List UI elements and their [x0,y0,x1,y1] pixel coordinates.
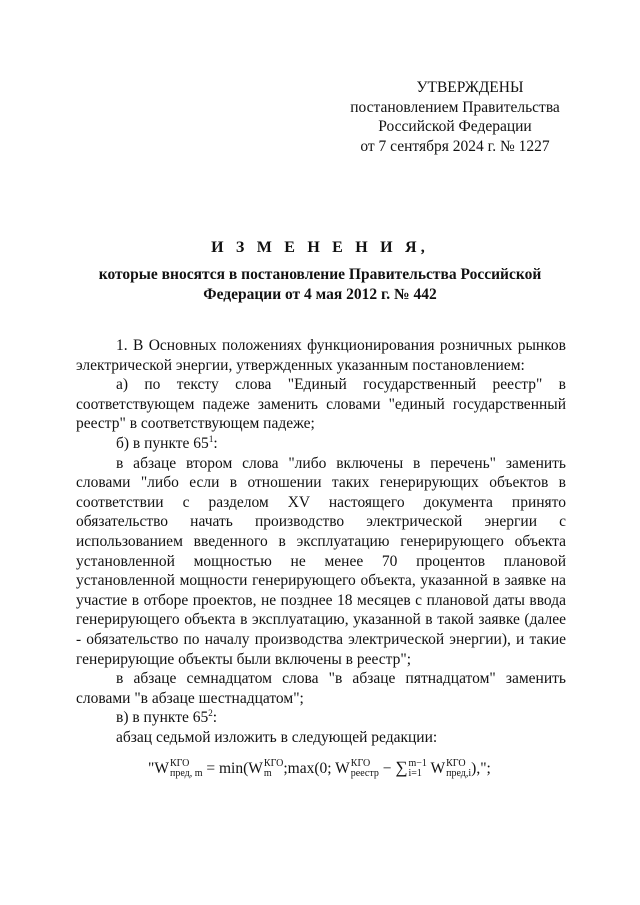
formula [148,758,578,779]
formula-w1-indices [170,759,203,779]
paragraph-6-text: в) в пункте 65 [116,709,209,727]
formula-w3-sup: КГО [350,758,371,770]
document-title: И З М Е Н Е Н И Я, [211,239,429,256]
formula-minus: − [378,760,396,777]
formula-w1-sub: пред, m [169,768,203,780]
paragraph-1: 1. В Основных положениях функционирования розничных рынков электрической энергии, утвержденных указанным постановлением: [76,337,566,374]
paragraph-6 [76,708,566,728]
formula-w2-indices [264,759,283,779]
paragraph-3 [76,434,566,454]
formula-w3-indices [351,759,379,779]
paragraph-7: абзац седьмой изложить в следующей редакции: [116,728,438,746]
formula-w4-sub: пред,i [446,768,472,780]
paragraph-3-text: б) в пункте 65 [116,434,209,452]
document-subtitle-line-2: Федерации от 4 мая 2012 г. № 442 [203,285,437,303]
document-heading [60,238,580,304]
formula-min: = min(W [202,760,263,777]
formula-open: "W [148,760,169,777]
formula-sigma-bottom: i=1 [408,768,422,780]
formula-w3-sub: реестр [350,768,379,780]
formula-sigma-limits [408,759,426,779]
formula-sigma: ∑ [395,758,408,777]
approval-block [330,78,580,156]
formula-w1-sup: КГО [169,758,190,770]
paragraph-3-superscript: 1 [208,433,214,444]
formula-w4: W [426,760,446,777]
approval-line-2: Российской Федерации [378,118,532,135]
formula-w4-indices [446,759,471,779]
paragraph-2: а) по тексту слова "Единый государственный реестр" в соответствующем падеже заменить словами "единый государственный реестр" в соответствующем падеже; [76,376,566,433]
approval-line-1: постановлением Правительства [350,98,560,116]
formula-max: ;max(0; W [283,760,350,777]
formula-sigma-top: m−1 [408,758,427,770]
formula-w2-sub: m [263,768,272,780]
approval-line-3: от 7 сентября 2024 г. № 1227 [360,137,550,155]
formula-w4-sup: КГО [446,758,466,770]
approval-title: УТВЕРЖДЕНЫ [416,79,524,96]
formula-close: ),"; [471,760,491,777]
paragraph-5: в абзаце семнадцатом слова "в абзаце пятнадцатом" заменить словами "в абзаце шестнадцатом"; [76,670,566,707]
document-body [76,336,566,747]
paragraph-4: в абзаце втором слова "либо включены в перечень" заменить словами "либо если в отношении таких генерирующих объектов в соответствии с разделом XV настоящего документа принято обязательство начать производство электрической энергии с использованием введенного в эксплуатацию генерирующего объекта установленной мощностью не менее 70 процентов плановой установленной мощности генерирующего объекта, указанной в заявке на участие в отборе проектов, не позднее 18 месяцев с плановой даты ввода генерирующего объекта в эксплуатацию, указанной в такой заявке (далее - обязательство по началу производства электрической энергии), и такие генерирующие объекты были включены в реестр"; [76,454,566,668]
paragraph-6-tail: : [212,709,218,727]
document-subtitle-line-1: которые вносятся в постановление Правительства Российской [98,266,542,283]
paragraph-3-tail: : [213,434,218,452]
paragraph-6-superscript: 2 [208,708,213,719]
formula-w2-sup: КГО [263,758,284,770]
